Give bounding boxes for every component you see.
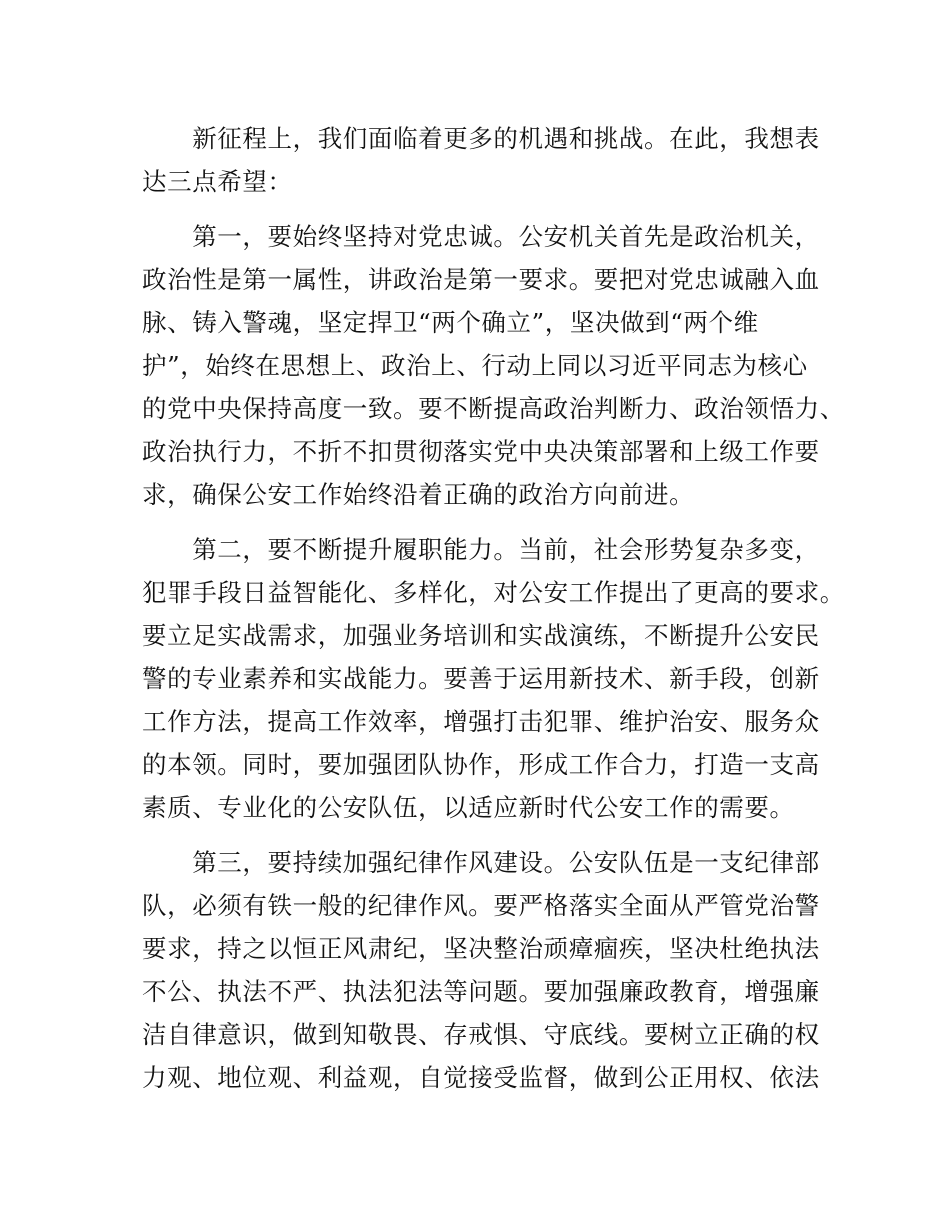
text-line: 要求，持之以恒正风肃纪，坚决整治顽瘴痼疾，坚决杜绝执法: [142, 934, 820, 963]
text-line: 脉、铸入警魂，坚定捍卫“两个确立”，坚决做到“两个维: [142, 308, 759, 337]
text-line: 政治执行力，不折不扣贯彻落实党中央决策部署和上级工作要: [142, 437, 820, 466]
text-line: 新征程上，我们面临着更多的机遇和挑战。在此，我想表: [142, 124, 820, 153]
text-line: 达三点希望：: [142, 167, 293, 196]
text-line: 犯罪手段日益智能化、多样化，对公安工作提出了更高的要求。: [142, 578, 845, 607]
text-line: 工作方法，提高工作效率，增强打击犯罪、维护治安、服务众: [142, 707, 820, 736]
text-line: 洁自律意识，做到知敬畏、存戒惧、守底线。要树立正确的权: [142, 1020, 820, 1049]
paragraph-second-point: [142, 528, 845, 829]
text-line: 素质、专业化的公安队伍，以适应新时代公安工作的需要。: [142, 793, 795, 822]
document-page: [142, 117, 845, 1099]
text-line: 要立足实战需求，加强业务培训和实战演练，不断提升公安民: [142, 621, 820, 650]
text-line: 的党中央保持高度一致。要不断提高政治判断力、政治领悟力、: [142, 394, 845, 423]
text-line: 第一，要始终坚持对党忠诚。公安机关首先是政治机关，: [142, 222, 820, 251]
paragraph-first-point: [142, 215, 845, 516]
text-line: 护”，始终在思想上、政治上、行动上同以习近平同志为核心: [142, 351, 808, 380]
text-line: 不公、执法不严、执法犯法等问题。要加强廉政教育，增强廉: [142, 977, 820, 1006]
text-line: 第三，要持续加强纪律作风建设。公安队伍是一支纪律部: [142, 848, 820, 877]
text-line: 的本领。同时，要加强团队协作，形成工作合力，打造一支高: [142, 750, 820, 779]
text-line: 求，确保公安工作始终沿着正确的政治方向前进。: [142, 480, 695, 509]
text-line: 力观、地位观、利益观，自觉接受监督，做到公正用权、依法: [142, 1063, 820, 1092]
text-line: 队，必须有铁一般的纪律作风。要严格落实全面从严管党治警: [142, 891, 820, 920]
paragraph-intro: [142, 117, 820, 203]
text-line: 第二，要不断提升履职能力。当前，社会形势复杂多变，: [142, 535, 820, 564]
paragraph-third-point: [142, 841, 820, 1099]
text-line: 政治性是第一属性，讲政治是第一要求。要把对党忠诚融入血: [142, 265, 820, 294]
text-line: 警的专业素养和实战能力。要善于运用新技术、新手段，创新: [142, 664, 820, 693]
